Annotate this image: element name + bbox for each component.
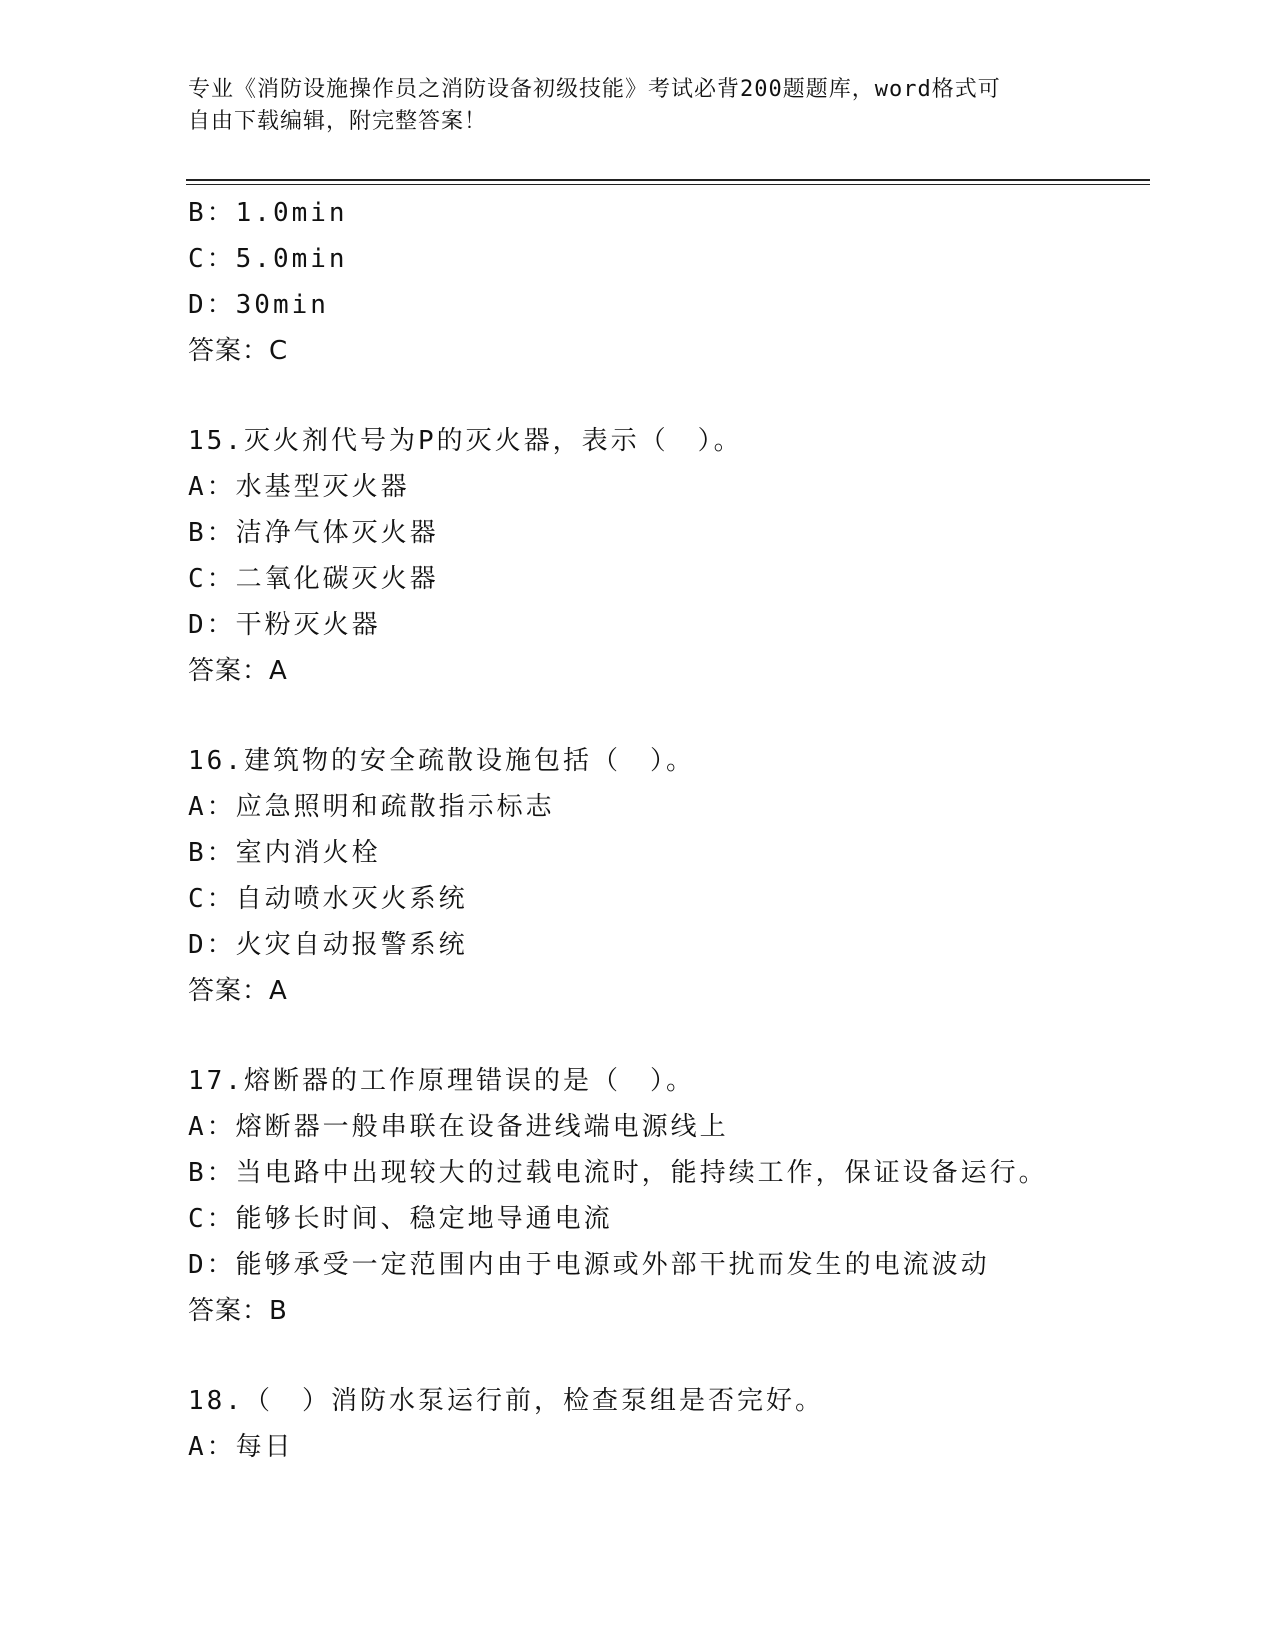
q16-option-a: A：应急照明和疏散指示标志 (188, 792, 555, 822)
header-line-1: 专业《消防设施操作员之消防设备初级技能》考试必背200题题库，word格式可 (188, 77, 1001, 102)
q14-answer: 答案：C (188, 336, 289, 366)
q17-option-b: B：当电路中出现较大的过载电流时，能持续工作，保证设备运行。 (188, 1158, 1048, 1188)
header-rule-thick (186, 179, 1150, 181)
q15-option-d: D：干粉灭火器 (188, 610, 381, 640)
spacer (188, 374, 1148, 418)
spacer (188, 1014, 1148, 1058)
q16-question: 16.建筑物的安全疏散设施包括（ ）。 (188, 746, 695, 776)
q17-option-c: C：能够长时间、稳定地导通电流 (188, 1204, 613, 1234)
header-rule-thin (186, 184, 1150, 185)
q18-question: 18.（ ）消防水泵运行前，检查泵组是否完好。 (188, 1386, 824, 1416)
question-list (188, 190, 1148, 1470)
q17-option-a: A：熔断器一般串联在设备进线端电源线上 (188, 1112, 729, 1142)
q15-answer: 答案：A (188, 656, 288, 686)
q15-question: 15.灭火剂代号为P的灭火器，表示（ ）。 (188, 426, 743, 456)
q17-option-d: D：能够承受一定范围内由于电源或外部干扰而发生的电流波动 (188, 1250, 990, 1280)
header-line-2: 自由下载编辑，附完整答案！ (188, 109, 488, 134)
q16-option-d: D：火灾自动报警系统 (188, 930, 468, 960)
q17-answer: 答案：B (188, 1296, 288, 1326)
q17-question: 17.熔断器的工作原理错误的是（ ）。 (188, 1066, 695, 1096)
q14-option-c: C：5.0min (188, 244, 348, 274)
q16-option-c: C：自动喷水灭火系统 (188, 884, 468, 914)
q14-option-d: D：30min (188, 290, 329, 320)
spacer (188, 694, 1148, 738)
q15-option-a: A：水基型灭火器 (188, 472, 410, 502)
q15-option-b: B：洁净气体灭火器 (188, 518, 439, 548)
document-header (188, 74, 1068, 138)
q14-option-b: B：1.0min (188, 198, 348, 228)
q16-answer: 答案：A (188, 976, 288, 1006)
q16-option-b: B：室内消火栓 (188, 838, 381, 868)
q15-option-c: C：二氧化碳灭火器 (188, 564, 439, 594)
q18-option-a: A：每日 (188, 1432, 294, 1462)
spacer (188, 1334, 1148, 1378)
